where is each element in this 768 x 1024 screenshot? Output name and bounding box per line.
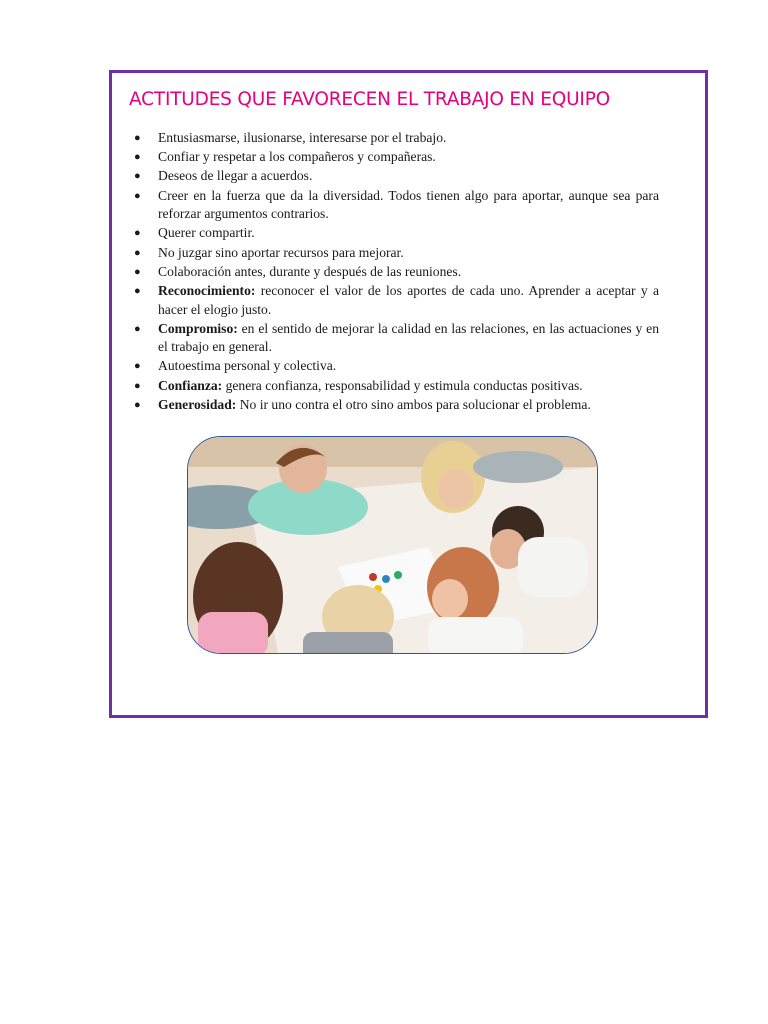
bullet-icon: ● [134,284,141,297]
list-item [130,396,659,415]
item-term: Reconocimiento: [158,282,256,298]
item-text: Entusiasmarse, ilusionarse, interesarse por el trabajo. [158,130,447,145]
item-term: Confianza: [158,377,223,393]
bullet-icon: ● [134,246,141,259]
bullet-icon: ● [134,170,141,183]
list-item [130,377,659,396]
bullet-icon: ● [134,379,141,392]
bullet-icon: ● [134,360,141,373]
list-item [130,357,659,376]
bullet-icon: ● [134,189,141,202]
bullet-icon: ● [134,265,141,278]
attitudes-list [130,129,659,415]
list-item [130,263,659,282]
page-title: ACTITUDES QUE FAVORECEN EL TRABAJO EN EQUIPO [129,89,611,110]
item-text: Confiar y respetar a los compañeros y compañeras. [158,149,436,165]
item-term: Generosidad: [158,396,237,412]
item-text: reconocer el valor de los aportes de cada uno. Aprender a aceptar y a hacer el elogio justo. [158,282,659,317]
bullet-icon: ● [134,322,141,335]
list-item [130,167,659,186]
list-item [130,282,659,319]
list-item [130,187,659,224]
list-item [130,224,659,243]
item-text: Colaboración antes, durante y después de las reuniones. [158,263,462,279]
bullet-icon: ● [134,398,141,411]
item-text: No juzgar sino aportar recursos para mejorar. [158,244,404,260]
bullet-icon: ● [134,151,141,164]
item-text: en el sentido de mejorar la calidad en las relaciones, en las actuaciones y en el trabajo en general. [158,320,659,355]
list-item [130,129,659,148]
item-text: Querer compartir. [158,225,255,241]
item-text: Autoestima personal y colectiva. [158,358,337,374]
item-text: No ir uno contra el otro sino ambos para solucionar el problema. [236,396,591,412]
bullet-icon: ● [134,227,141,240]
content-frame [109,70,708,718]
list-item [130,320,659,357]
list-item [130,148,659,167]
item-term: Compromiso: [158,320,238,336]
item-text: Deseos de llegar a acuerdos. [158,168,313,184]
list-item [130,244,659,263]
team-photo [187,436,598,654]
bullet-icon: ● [134,132,141,144]
item-text: genera confianza, responsabilidad y estimula conductas positivas. [222,377,583,393]
item-text: Creer en la fuerza que da la diversidad. Todos tienen algo para aportar, aunque sea para reforzar argumentos contrarios. [158,187,659,222]
